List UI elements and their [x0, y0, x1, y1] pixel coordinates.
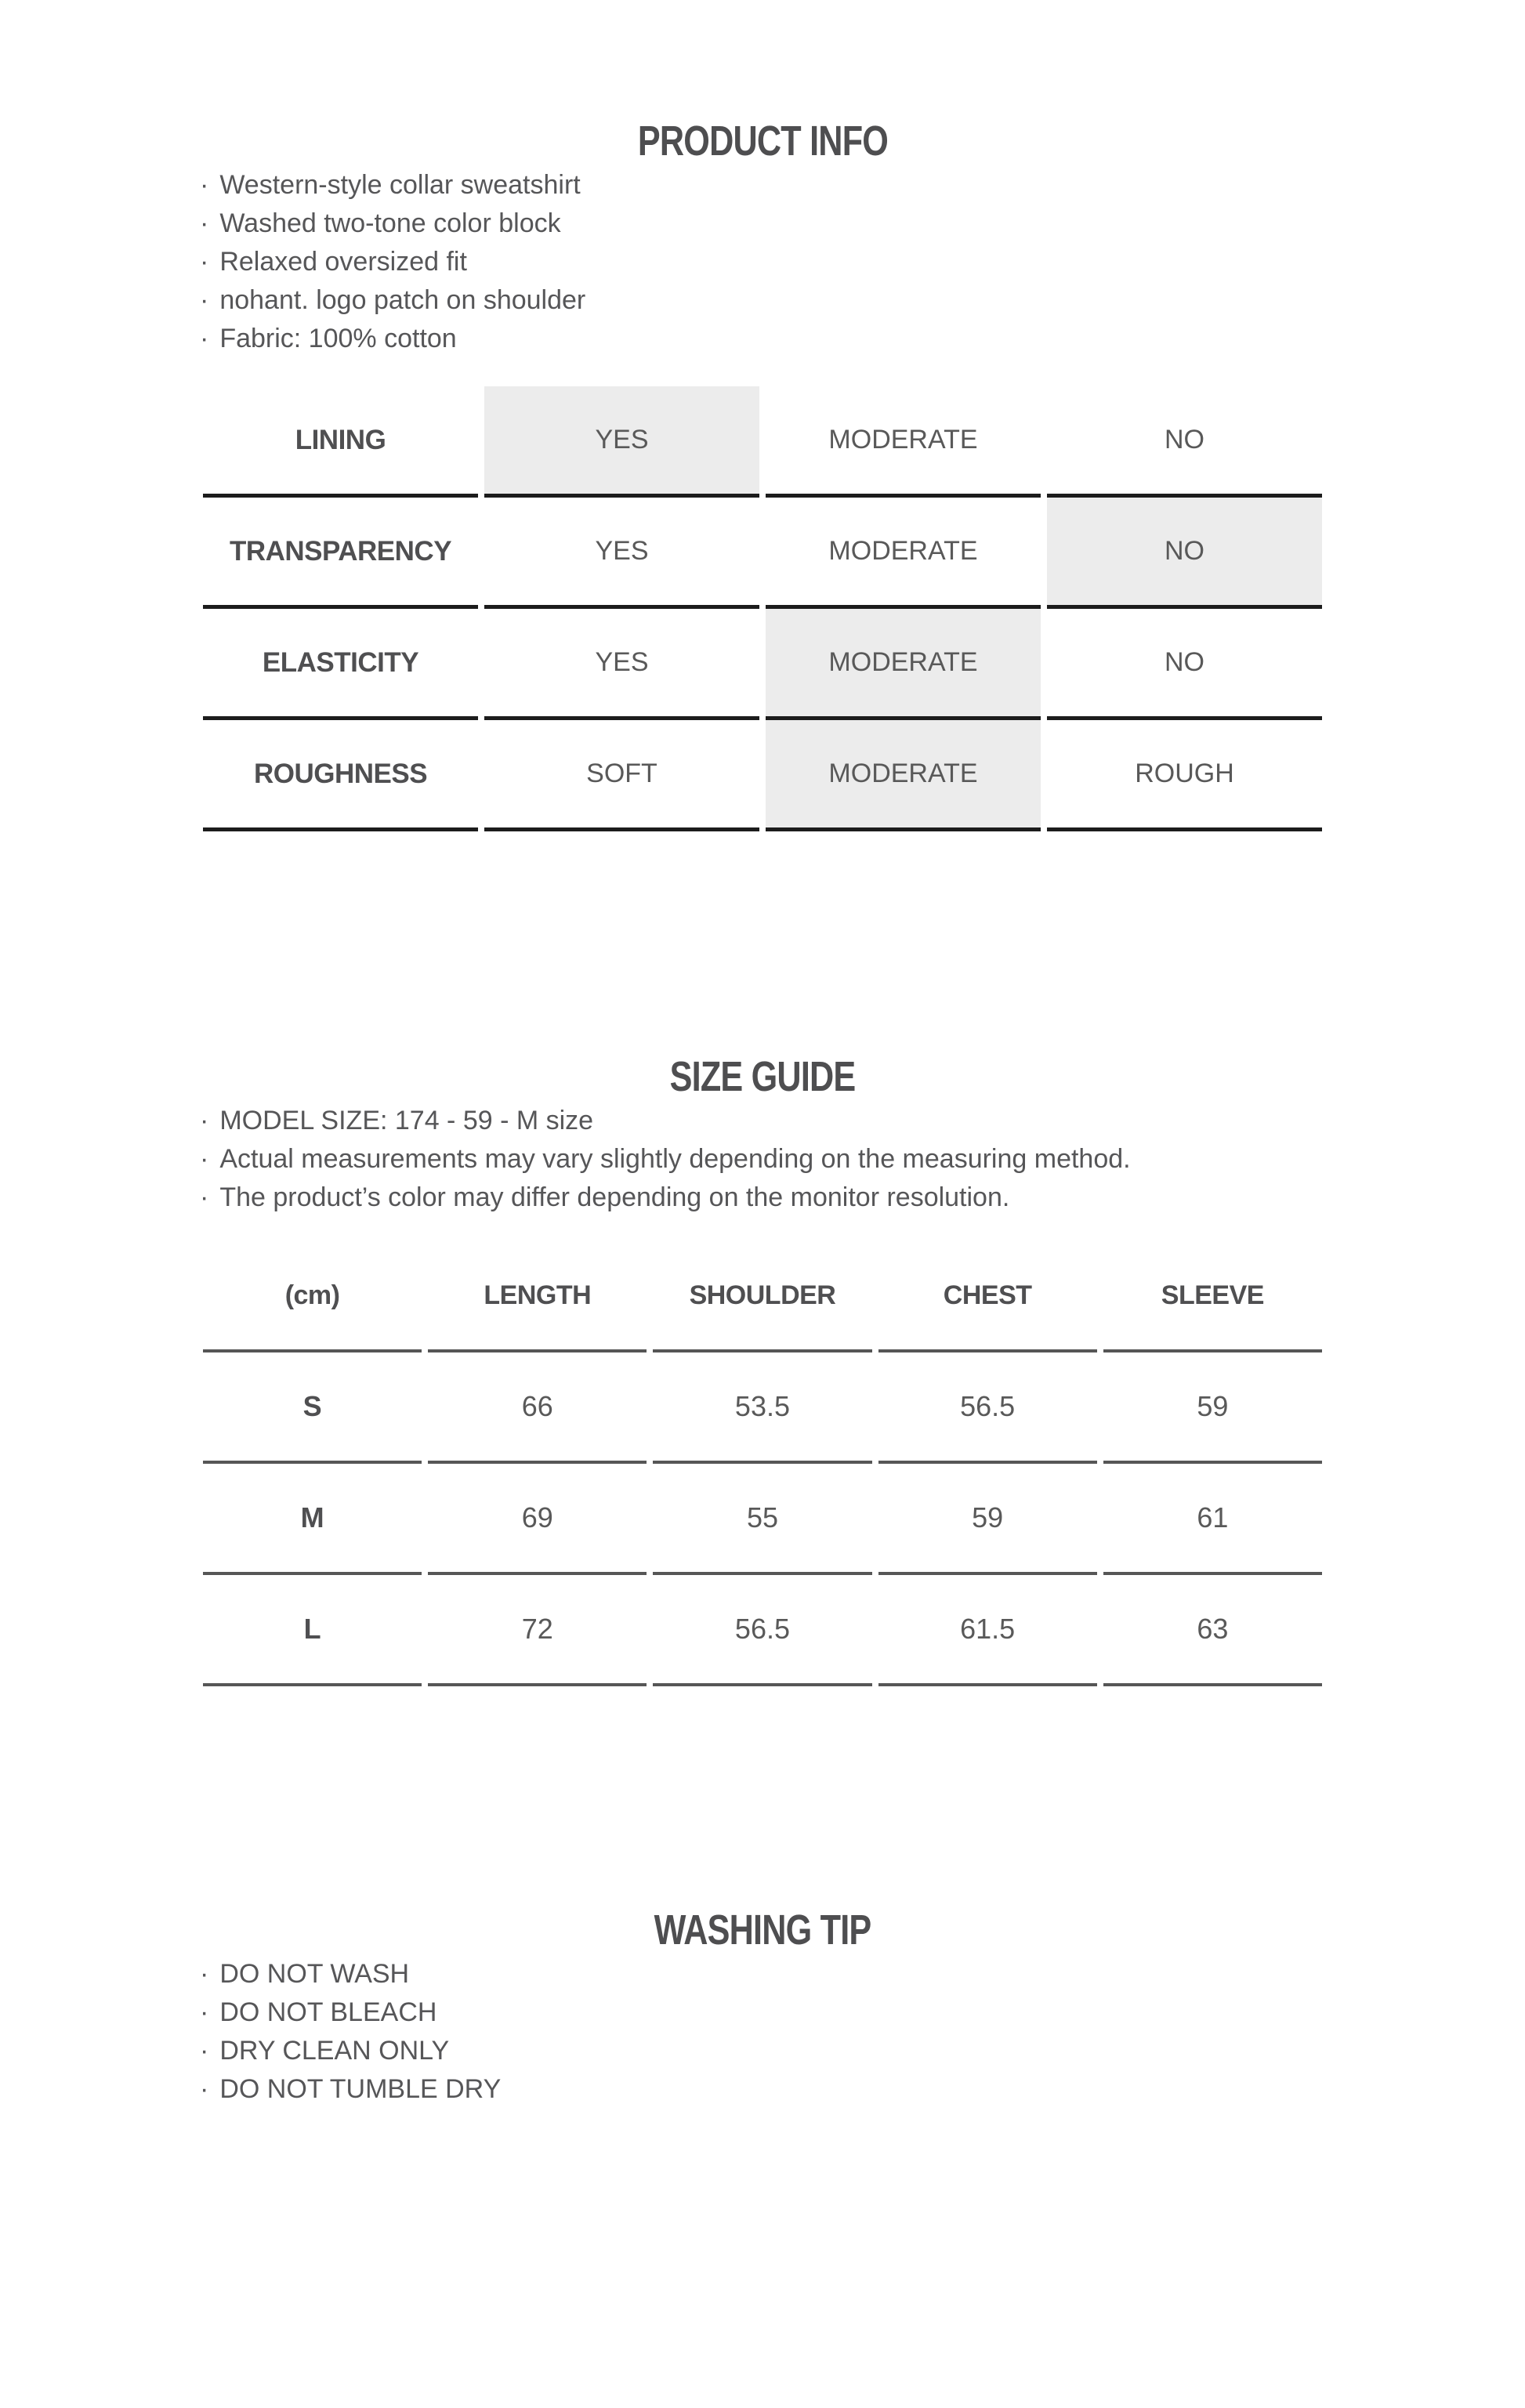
size-value: 69 — [428, 1464, 647, 1575]
size-guide-title — [197, 1052, 1328, 1102]
size-guide-table — [197, 1241, 1328, 1686]
attr-row-transparency — [203, 498, 1322, 609]
attr-option: NO — [1047, 609, 1322, 720]
attr-option: NO — [1047, 498, 1322, 609]
washing-tip-title-text: WASHING TIP — [654, 1906, 871, 1954]
washing-tip-title — [197, 1905, 1328, 1955]
product-info-bullet: · nohant. logo patch on shoulder — [197, 281, 1328, 320]
size-row-m — [203, 1464, 1322, 1575]
attr-option: NO — [1047, 386, 1322, 498]
content-container — [197, 116, 1328, 2109]
size-guide-bullet: · MODEL SIZE: 174 - 59 - M size — [197, 1102, 1328, 1140]
attr-label: TRANSPARENCY — [203, 498, 478, 609]
attr-label: ROUGHNESS — [203, 720, 478, 831]
size-label: M — [203, 1464, 422, 1575]
attr-option: MODERATE — [766, 720, 1041, 831]
product-info-title-text: PRODUCT INFO — [637, 118, 888, 165]
size-guide-title-text: SIZE GUIDE — [669, 1053, 856, 1100]
size-guide-bullets — [197, 1102, 1328, 1217]
size-row-l — [203, 1575, 1322, 1686]
attr-option: MODERATE — [766, 609, 1041, 720]
product-info-bullet: · Relaxed oversized fit — [197, 243, 1328, 281]
size-value: 55 — [653, 1464, 871, 1575]
size-table-column-header: LENGTH — [428, 1241, 647, 1352]
size-row-s — [203, 1352, 1322, 1464]
product-info-title — [197, 116, 1328, 166]
size-table-header-row — [203, 1241, 1322, 1352]
size-label: L — [203, 1575, 422, 1686]
attr-row-lining — [203, 386, 1322, 498]
size-value: 56.5 — [653, 1575, 871, 1686]
attr-option: SOFT — [484, 720, 759, 831]
product-info-bullet: · Washed two-tone color block — [197, 205, 1328, 243]
attr-option: MODERATE — [766, 498, 1041, 609]
attr-option: ROUGH — [1047, 720, 1322, 831]
attr-option: YES — [484, 386, 759, 498]
washing-tip-bullets — [197, 1955, 1328, 2109]
size-value: 59 — [1103, 1352, 1322, 1464]
size-value: 61 — [1103, 1464, 1322, 1575]
size-table-unit-header: (cm) — [203, 1241, 422, 1352]
size-value: 72 — [428, 1575, 647, 1686]
size-value: 63 — [1103, 1575, 1322, 1686]
size-value: 53.5 — [653, 1352, 871, 1464]
product-attributes-table — [197, 386, 1328, 831]
product-info-bullet: · Fabric: 100% cotton — [197, 320, 1328, 358]
size-value: 61.5 — [878, 1575, 1097, 1686]
size-value: 66 — [428, 1352, 647, 1464]
product-info-bullets — [197, 166, 1328, 358]
attr-option: MODERATE — [766, 386, 1041, 498]
size-value: 59 — [878, 1464, 1097, 1575]
attr-label: ELASTICITY — [203, 609, 478, 720]
attr-row-roughness — [203, 720, 1322, 831]
size-label: S — [203, 1352, 422, 1464]
washing-tip-bullet: · DO NOT BLEACH — [197, 1993, 1328, 2032]
attr-option: YES — [484, 609, 759, 720]
size-value: 56.5 — [878, 1352, 1097, 1464]
size-table-column-header: CHEST — [878, 1241, 1097, 1352]
attr-label: LINING — [203, 386, 478, 498]
size-guide-bullet: · Actual measurements may vary slightly depending on the measuring method. — [197, 1140, 1328, 1179]
size-table-column-header: SHOULDER — [653, 1241, 871, 1352]
attr-option: YES — [484, 498, 759, 609]
size-guide-bullet: · The product’s color may differ depending on the monitor resolution. — [197, 1179, 1328, 1217]
washing-tip-bullet: · DRY CLEAN ONLY — [197, 2032, 1328, 2070]
attr-row-elasticity — [203, 609, 1322, 720]
washing-tip-bullet: · DO NOT TUMBLE DRY — [197, 2070, 1328, 2109]
washing-tip-bullet: · DO NOT WASH — [197, 1955, 1328, 1993]
product-info-bullet: · Western-style collar sweatshirt — [197, 166, 1328, 205]
size-table-column-header: SLEEVE — [1103, 1241, 1322, 1352]
